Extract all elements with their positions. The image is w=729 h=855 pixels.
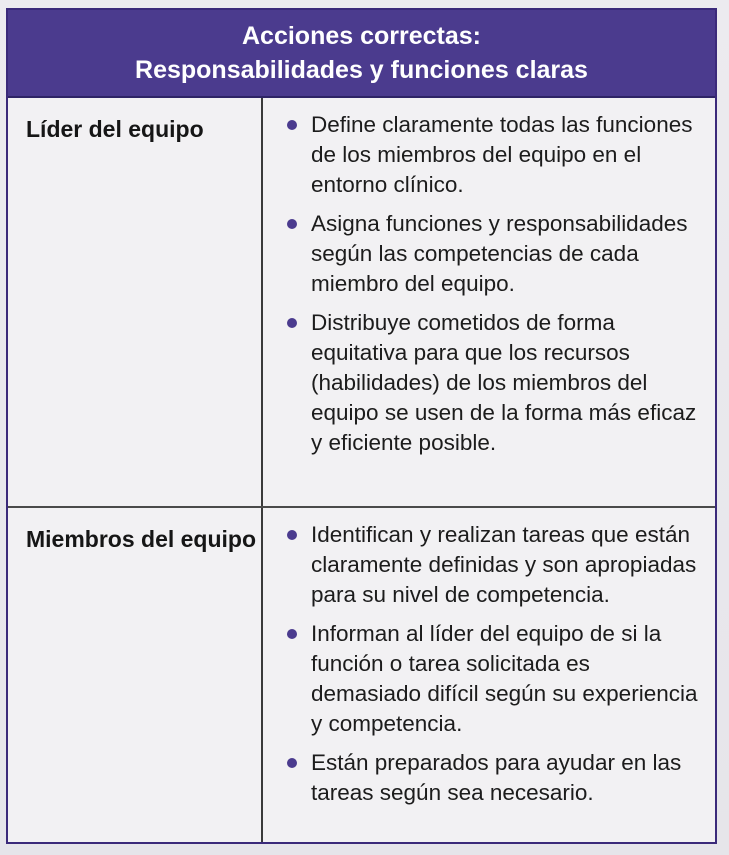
list-item	[285, 520, 701, 610]
table-row-team-members	[8, 508, 715, 842]
bullet-icon	[287, 758, 297, 768]
bullet-icon	[287, 318, 297, 328]
header-title-line-1: Acciones correctas:	[241, 22, 481, 50]
table-header	[8, 10, 715, 98]
list-item	[285, 619, 701, 739]
list-item	[285, 110, 701, 200]
roles-table	[6, 8, 717, 844]
header-title-line-2: Responsabilidades y funciones claras	[135, 56, 588, 84]
list-item	[285, 308, 701, 458]
team-members-list	[285, 520, 701, 808]
list-item-text: Identifican y realizan tareas que están claramente definidas y son apropiadas para su nivel de competencia.	[311, 522, 697, 607]
bullet-icon	[287, 219, 297, 229]
bullet-icon	[287, 120, 297, 130]
row-content-team-leader	[263, 98, 715, 506]
row-label-team-members: Miembros del equipo	[8, 508, 263, 842]
list-item-text: Define claramente todas las funciones de los miembros del equipo en el entorno clínico.	[311, 112, 693, 197]
list-item-text: Están preparados para ayudar en las tareas según sea necesario.	[311, 750, 682, 805]
list-item-text: Asigna funciones y responsabilidades según las competencias de cada miembro del equipo.	[311, 211, 688, 296]
list-item	[285, 209, 701, 299]
row-label-team-leader: Líder del equipo	[8, 98, 263, 506]
list-item-text: Distribuye cometidos de forma equitativa para que los recursos (habilidades) de los miembros del equipo se usen de la forma más eficaz y eficiente posible.	[311, 310, 697, 455]
team-leader-list	[285, 110, 701, 458]
list-item-text: Informan al líder del equipo de si la función o tarea solicitada es demasiado difícil según su experiencia y competencia.	[311, 621, 698, 736]
row-content-team-members	[263, 508, 715, 842]
bullet-icon	[287, 629, 297, 639]
list-item	[285, 748, 701, 808]
table-row-team-leader	[8, 98, 715, 508]
bullet-icon	[287, 530, 297, 540]
